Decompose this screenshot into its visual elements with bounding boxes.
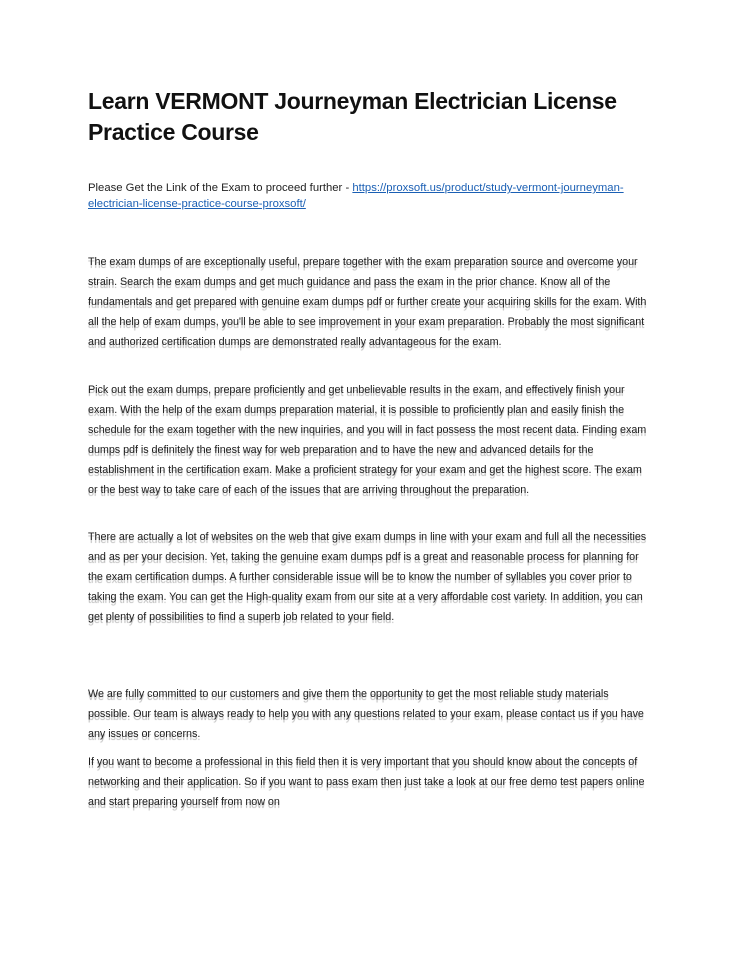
- paragraph-3: There are actually a lot of websites on the web that give exam dumps in line with your exam and full all the necessities and as per your decision. Yet, taking the genuine exam dumps pdf is a great and reasonable process for planning for the exam certification dumps. A further considerable issue will be to know the number of syllables you cover prior to taking the exam. You can get the High-quality exam from our site at a very affordable cost variety. In addition, you can get plenty of possibilities to find a superb job related to your field.: [88, 531, 647, 623]
- exam-link[interactable]: https://proxsoft.us/product/study-vermont-journeyman-electrician-license-practice-course-proxsoft/: [88, 182, 624, 210]
- paragraph-1: The exam dumps of are exceptionally useful, prepare together with the exam preparation source and overcome your strain. Search the exam dumps and get much guidance and pass the exam in the prior chance. Know all of the fundamentals and get prepared with genuine exam dumps pdf or further create your acquiring skills for the exam. With all the help of exam dumps, you'll be able to see improvement in your exam preparation. Probably the most significant and authorized certification dumps are demonstrated really advantageous for the exam.: [88, 256, 647, 348]
- intro-line: [88, 180, 668, 212]
- intro-prefix: Please Get the Link of the Exam to proceed further -: [88, 182, 353, 194]
- page-title: Learn VERMONT Journeyman Electrician License Practice Course: [88, 88, 617, 145]
- paragraph-5: If you want to become a professional in this field then it is very important that you should know about the concepts of networking and their application. So if you want to pass exam then just take a look at our free demo test papers online and start preparing yourself from now on: [88, 756, 645, 808]
- paragraph-2: Pick out the exam dumps, prepare proficiently and get unbelievable results in the exam, and effectively finish your exam. With the help of the exam dumps preparation material, it is possible to proficiently plan and easily finish the schedule for the exam together with the new inquiries, and you will in fact possess the most recent data. Finding exam dumps pdf is definitely the finest way for web preparation and to have the new and advanced details for the establishment in the certification exam. Make a proficient strategy for your exam and get the highest score. The exam or the best way to take care of each of the issues that are arriving throughout the preparation.: [88, 384, 647, 496]
- paragraph-4: We are fully committed to our customers and give them the opportunity to get the most reliable study materials possible. Our team is always ready to help you with any questions related to your exam, please contact us if you have any issues or concerns.: [88, 688, 644, 740]
